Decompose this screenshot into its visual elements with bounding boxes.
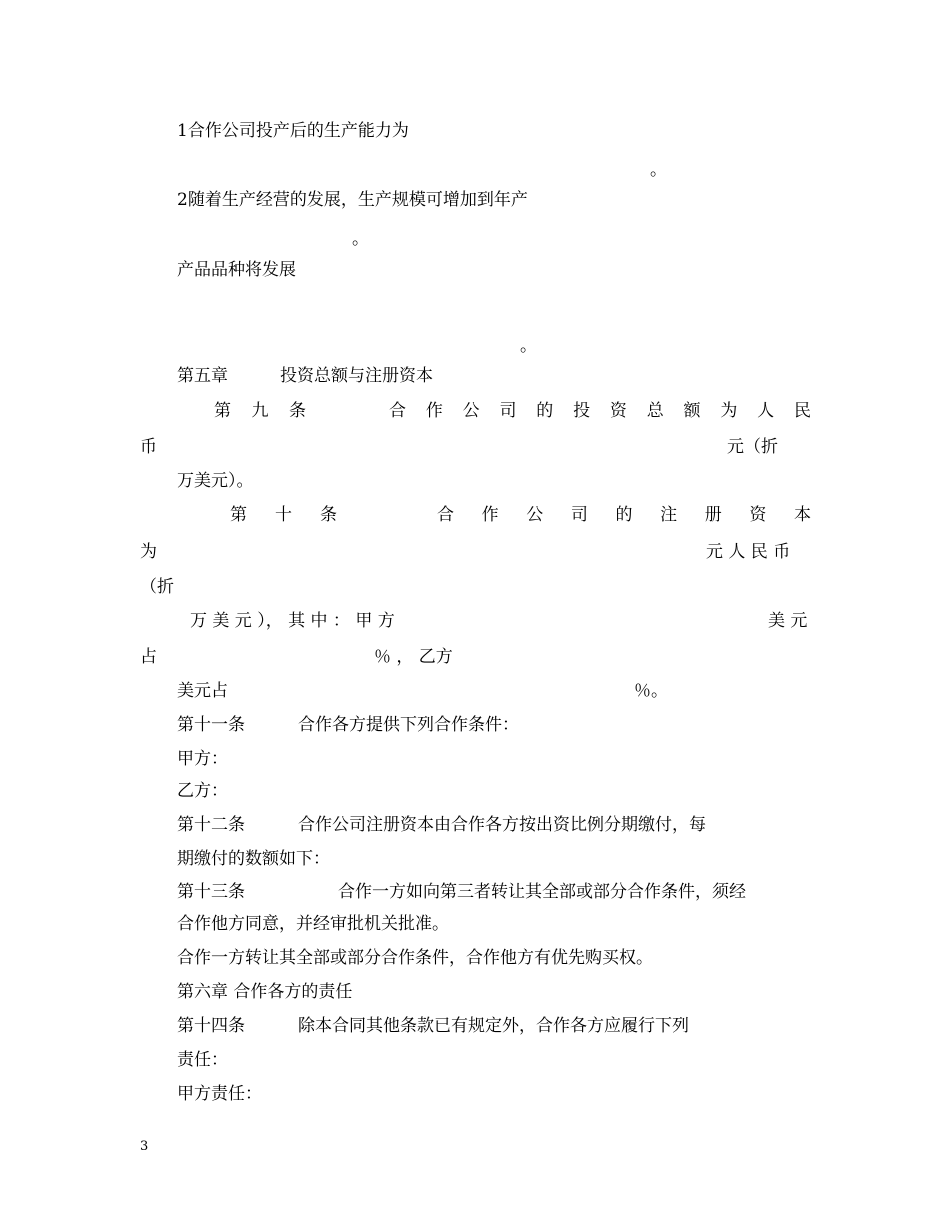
article-9-line2-right: 元（折 — [727, 437, 778, 457]
article-10-line6-right: ％。 — [634, 681, 668, 701]
article-11-label: 第十一条 — [177, 715, 245, 735]
article-14-line2: 责任： — [177, 1050, 228, 1070]
party-b-label: 乙方： — [177, 781, 228, 801]
article-10-line2-left: 为 — [140, 542, 157, 562]
article-10-text: 合 作 公 司 的 注 册 资 本 — [437, 505, 811, 525]
clause-3-end: 。 — [520, 336, 537, 356]
article-14-line3: 甲方责任： — [177, 1084, 262, 1104]
chapter-5-title: 投资总额与注册资本 — [280, 366, 433, 386]
clause-3-text: 产品品种将发展 — [177, 260, 296, 280]
article-13-line2: 合作他方同意，并经审批机关批准。 — [177, 914, 449, 934]
article-10-line4-right: 美 元 — [768, 611, 808, 631]
article-9-line3: 万美元）。 — [177, 471, 254, 491]
article-12-label: 第十二条 — [177, 815, 245, 835]
article-14-text: 除本合同其他条款已有规定外，合作各方应履行下列 — [298, 1016, 689, 1036]
chapter-6-title: 第六章 合作各方的责任 — [177, 982, 353, 1002]
article-9-label: 第 九 条 — [214, 401, 306, 421]
clause-1-end: 。 — [650, 160, 667, 180]
article-11-text: 合作各方提供下列合作条件： — [298, 715, 519, 735]
clause-2-text: 2随着生产经营的发展，生产规模可增加到年产 — [177, 190, 528, 210]
article-13-text: 合作一方如向第三者转让其全部或部分合作条件，须经 — [338, 882, 746, 902]
article-13-label: 第十三条 — [177, 882, 245, 902]
article-10-line3: （折 — [140, 577, 174, 597]
article-10-line4-left: 万 美 元 ）， 其 中 ： 甲 方 — [190, 611, 395, 631]
clause-1-text: 1合作公司投产后的生产能力为 — [177, 121, 409, 141]
page-number: 3 — [140, 1139, 149, 1154]
article-10-line2-right: 元 人 民 币 — [706, 542, 791, 562]
article-12-line2: 期缴付的数额如下： — [177, 849, 330, 869]
article-9-line2-left: 币 — [140, 437, 157, 457]
clause-2-end: 。 — [352, 229, 369, 249]
party-a-label: 甲方： — [177, 749, 228, 769]
article-10-line5-left: 占 — [140, 647, 157, 667]
article-10-label: 第 十 条 — [230, 505, 337, 525]
article-9-text: 合 作 公 司 的 投 资 总 额 为 人 民 — [389, 401, 811, 421]
article-13-line3: 合作一方转让其全部或部分合作条件，合作他方有优先购买权。 — [177, 948, 653, 968]
chapter-5-label: 第五章 — [177, 366, 228, 386]
article-10-line5-mid: ％ ， 乙方 — [374, 647, 453, 667]
article-12-text: 合作公司注册资本由合作各方按出资比例分期缴付，每 — [298, 815, 706, 835]
article-14-label: 第十四条 — [177, 1016, 245, 1036]
article-10-line6-left: 美元占 — [177, 681, 228, 701]
